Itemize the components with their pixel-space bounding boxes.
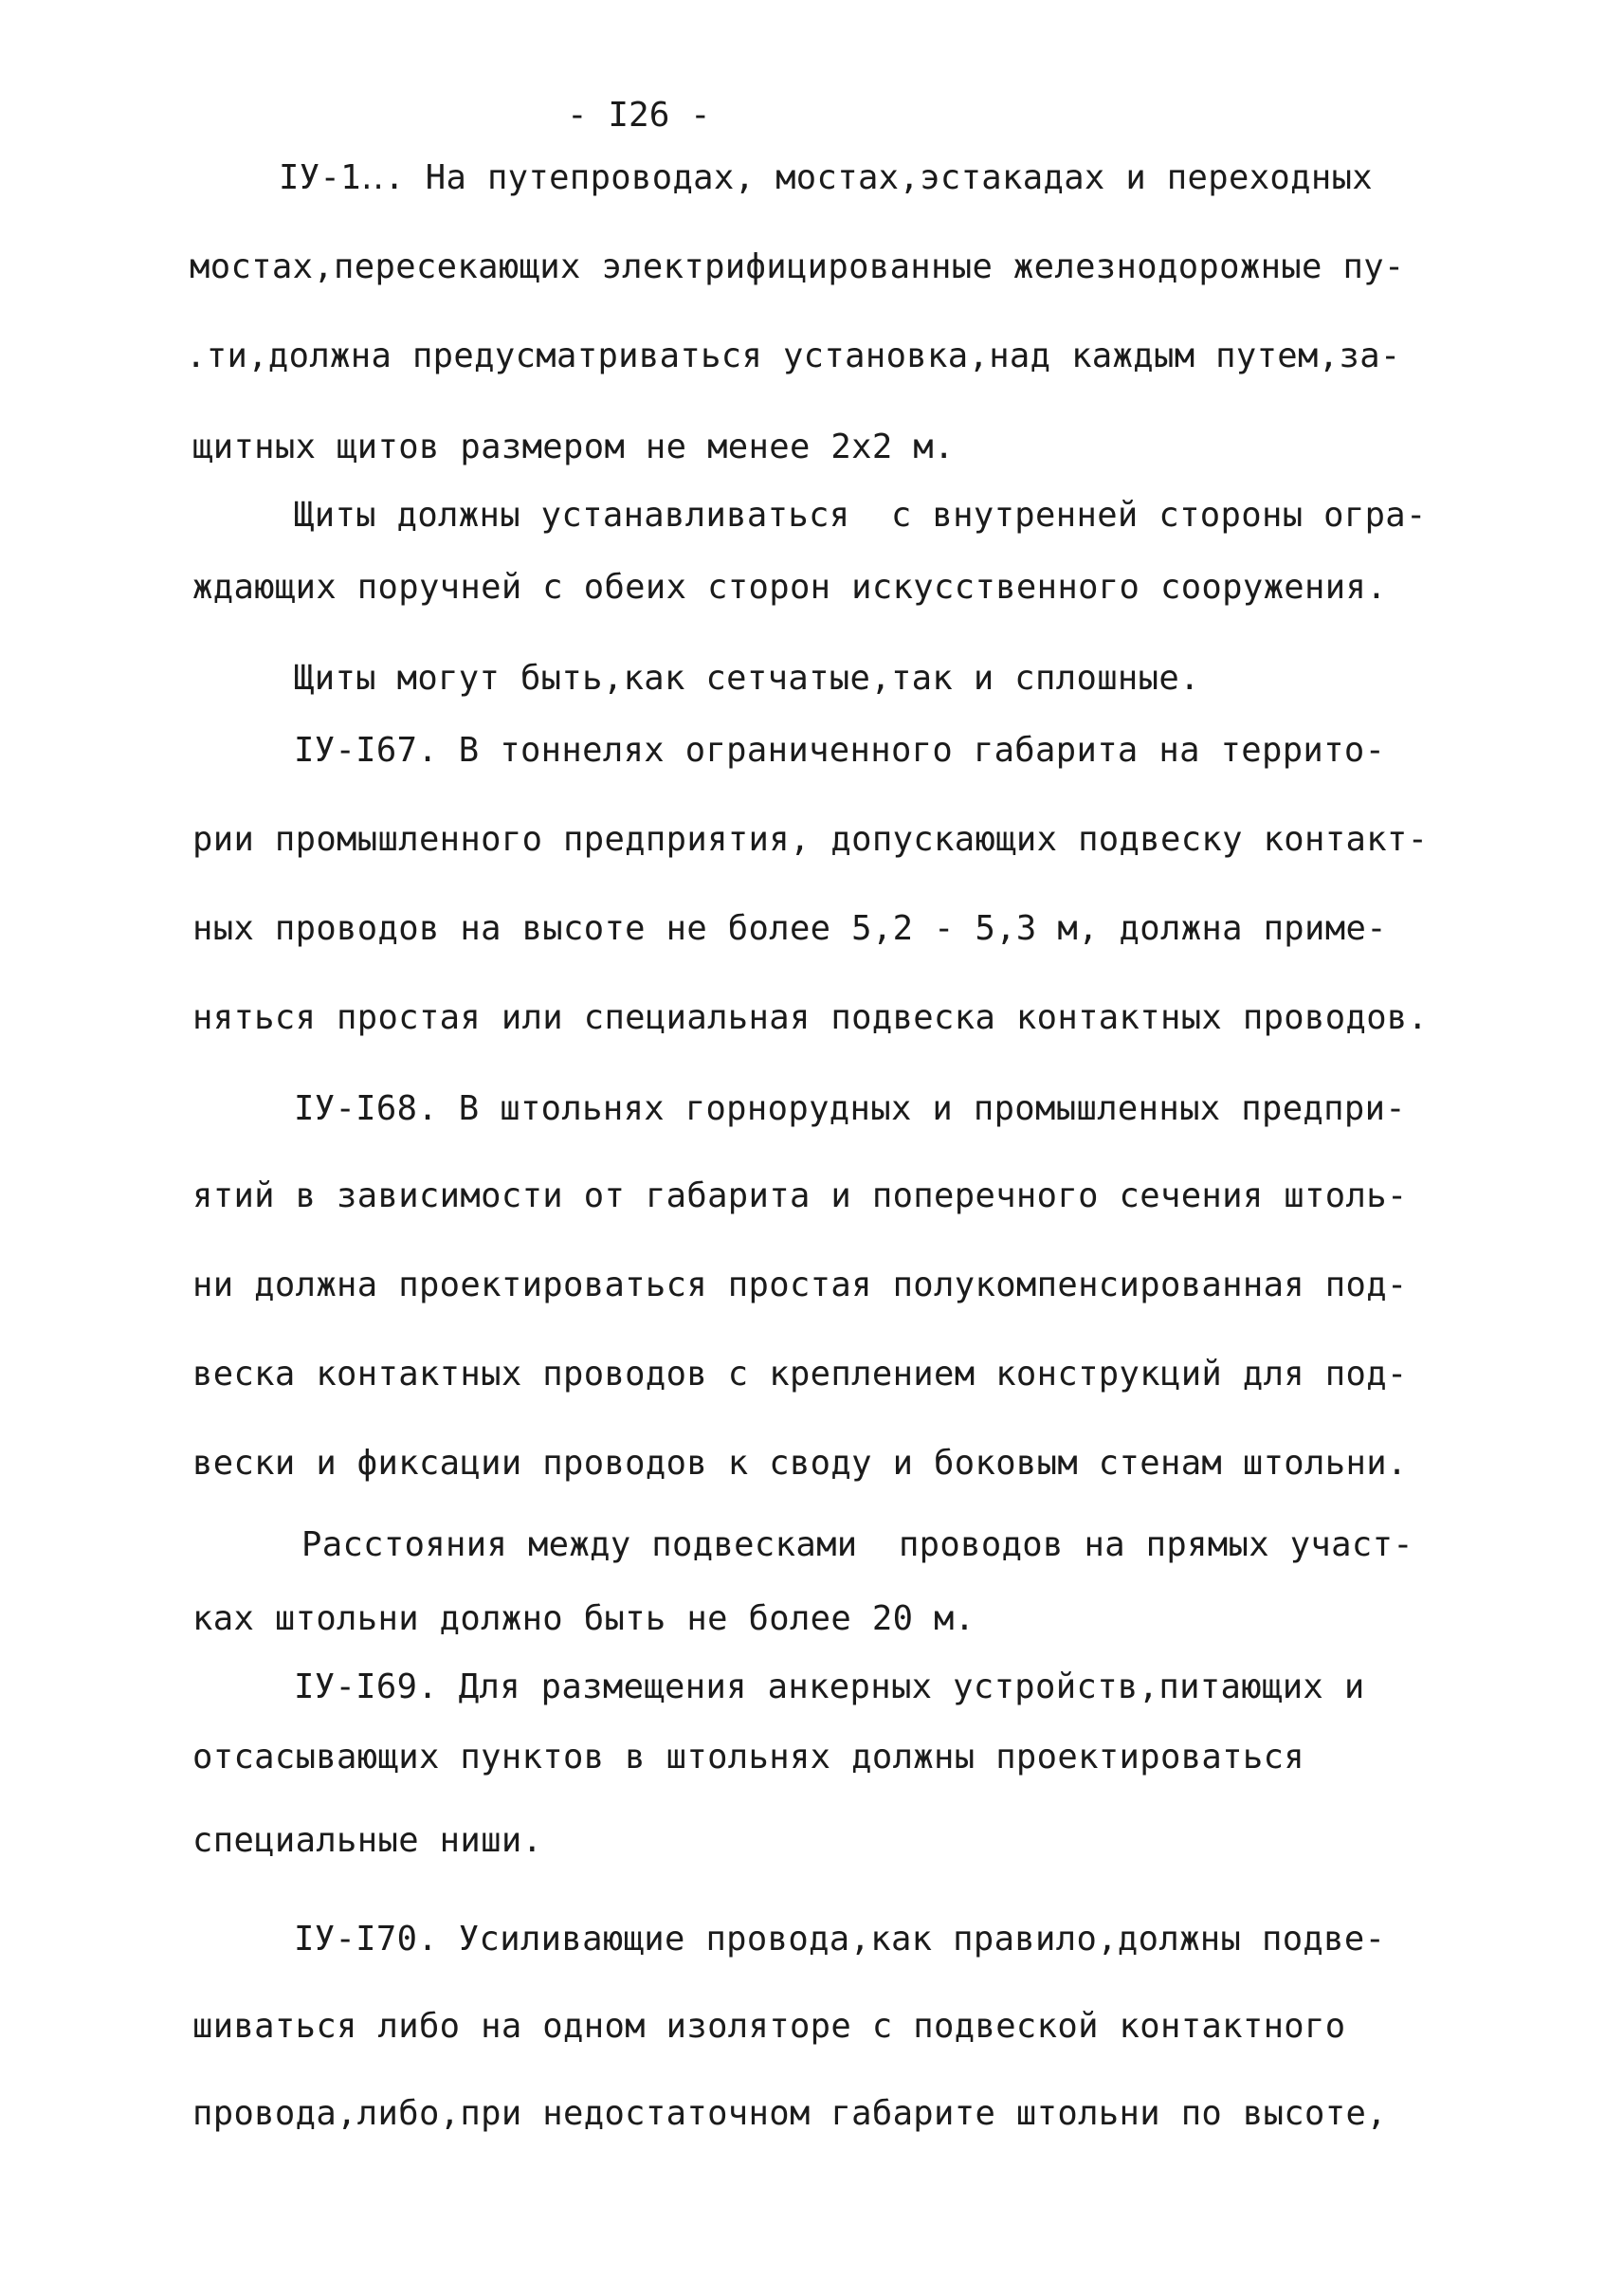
text-line: ждающих поручней с обеих сторон искусственного сооружения.	[192, 568, 1387, 607]
text-line: IУ-I69. Для размещения анкерных устройств,питающих и	[294, 1667, 1365, 1706]
text-line: щитных щитов размером не менее 2х2 м.	[192, 428, 955, 466]
text-line: веска контактных проводов с креплением конструкций для под-	[192, 1355, 1408, 1394]
text-line: ках штольни должно быть не более 20 м.	[192, 1599, 976, 1638]
text-line: няться простая или специальная подвеска контактных проводов.	[192, 998, 1429, 1037]
text-line: Расстояния между подвесками проводов на прямых участ-	[301, 1525, 1414, 1564]
text-line: мостах,пересекающих электрифицированные железнодорожные пу-	[190, 247, 1405, 286]
text-line: ятий в зависимости от габарита и поперечного сечения штоль-	[192, 1176, 1408, 1215]
text-line: ных проводов на высоте не более 5,2 - 5,3 м, должна приме-	[192, 909, 1387, 948]
text-line: IУ-I68. В штольнях горнорудных и промышленных предпри-	[294, 1089, 1407, 1128]
text-line: IУ-I70. Усиливающие провода,как правило,должны подве-	[294, 1920, 1386, 1959]
page-number: - I26 -	[567, 96, 711, 135]
text-line: шиваться либо на одном изоляторе с подвеской контактного	[192, 2007, 1346, 2046]
text-line: отсасывающих пунктов в штольнях должны проектироваться	[192, 1738, 1305, 1777]
text-line: Щиты должны устанавливаться с внутренней стороны огра-	[294, 496, 1427, 535]
text-line: провода,либо,при недостаточном габарите штольни по высоте,	[192, 2094, 1387, 2133]
text-line: ни должна проектироваться простая полукомпенсированная под-	[192, 1266, 1408, 1304]
text-line: вески и фиксации проводов к своду и боковым стенам штольни.	[192, 1444, 1408, 1483]
text-line: рии промышленного предприятия, допускающих подвеску контакт-	[192, 820, 1429, 859]
text-line: IУ-I67. В тоннелях ограниченного габарита на террито-	[294, 731, 1386, 770]
text-line: Щиты могут быть,как сетчатые,так и сплошные.	[294, 659, 1200, 698]
text-line: IУ-1․․. На путепроводах, мостах,эстакадах и переходных	[279, 158, 1374, 197]
text-line: .ти,должна предусматриваться установка,над каждым путем,за-	[186, 337, 1401, 375]
text-line: специальные ниши.	[192, 1821, 543, 1860]
